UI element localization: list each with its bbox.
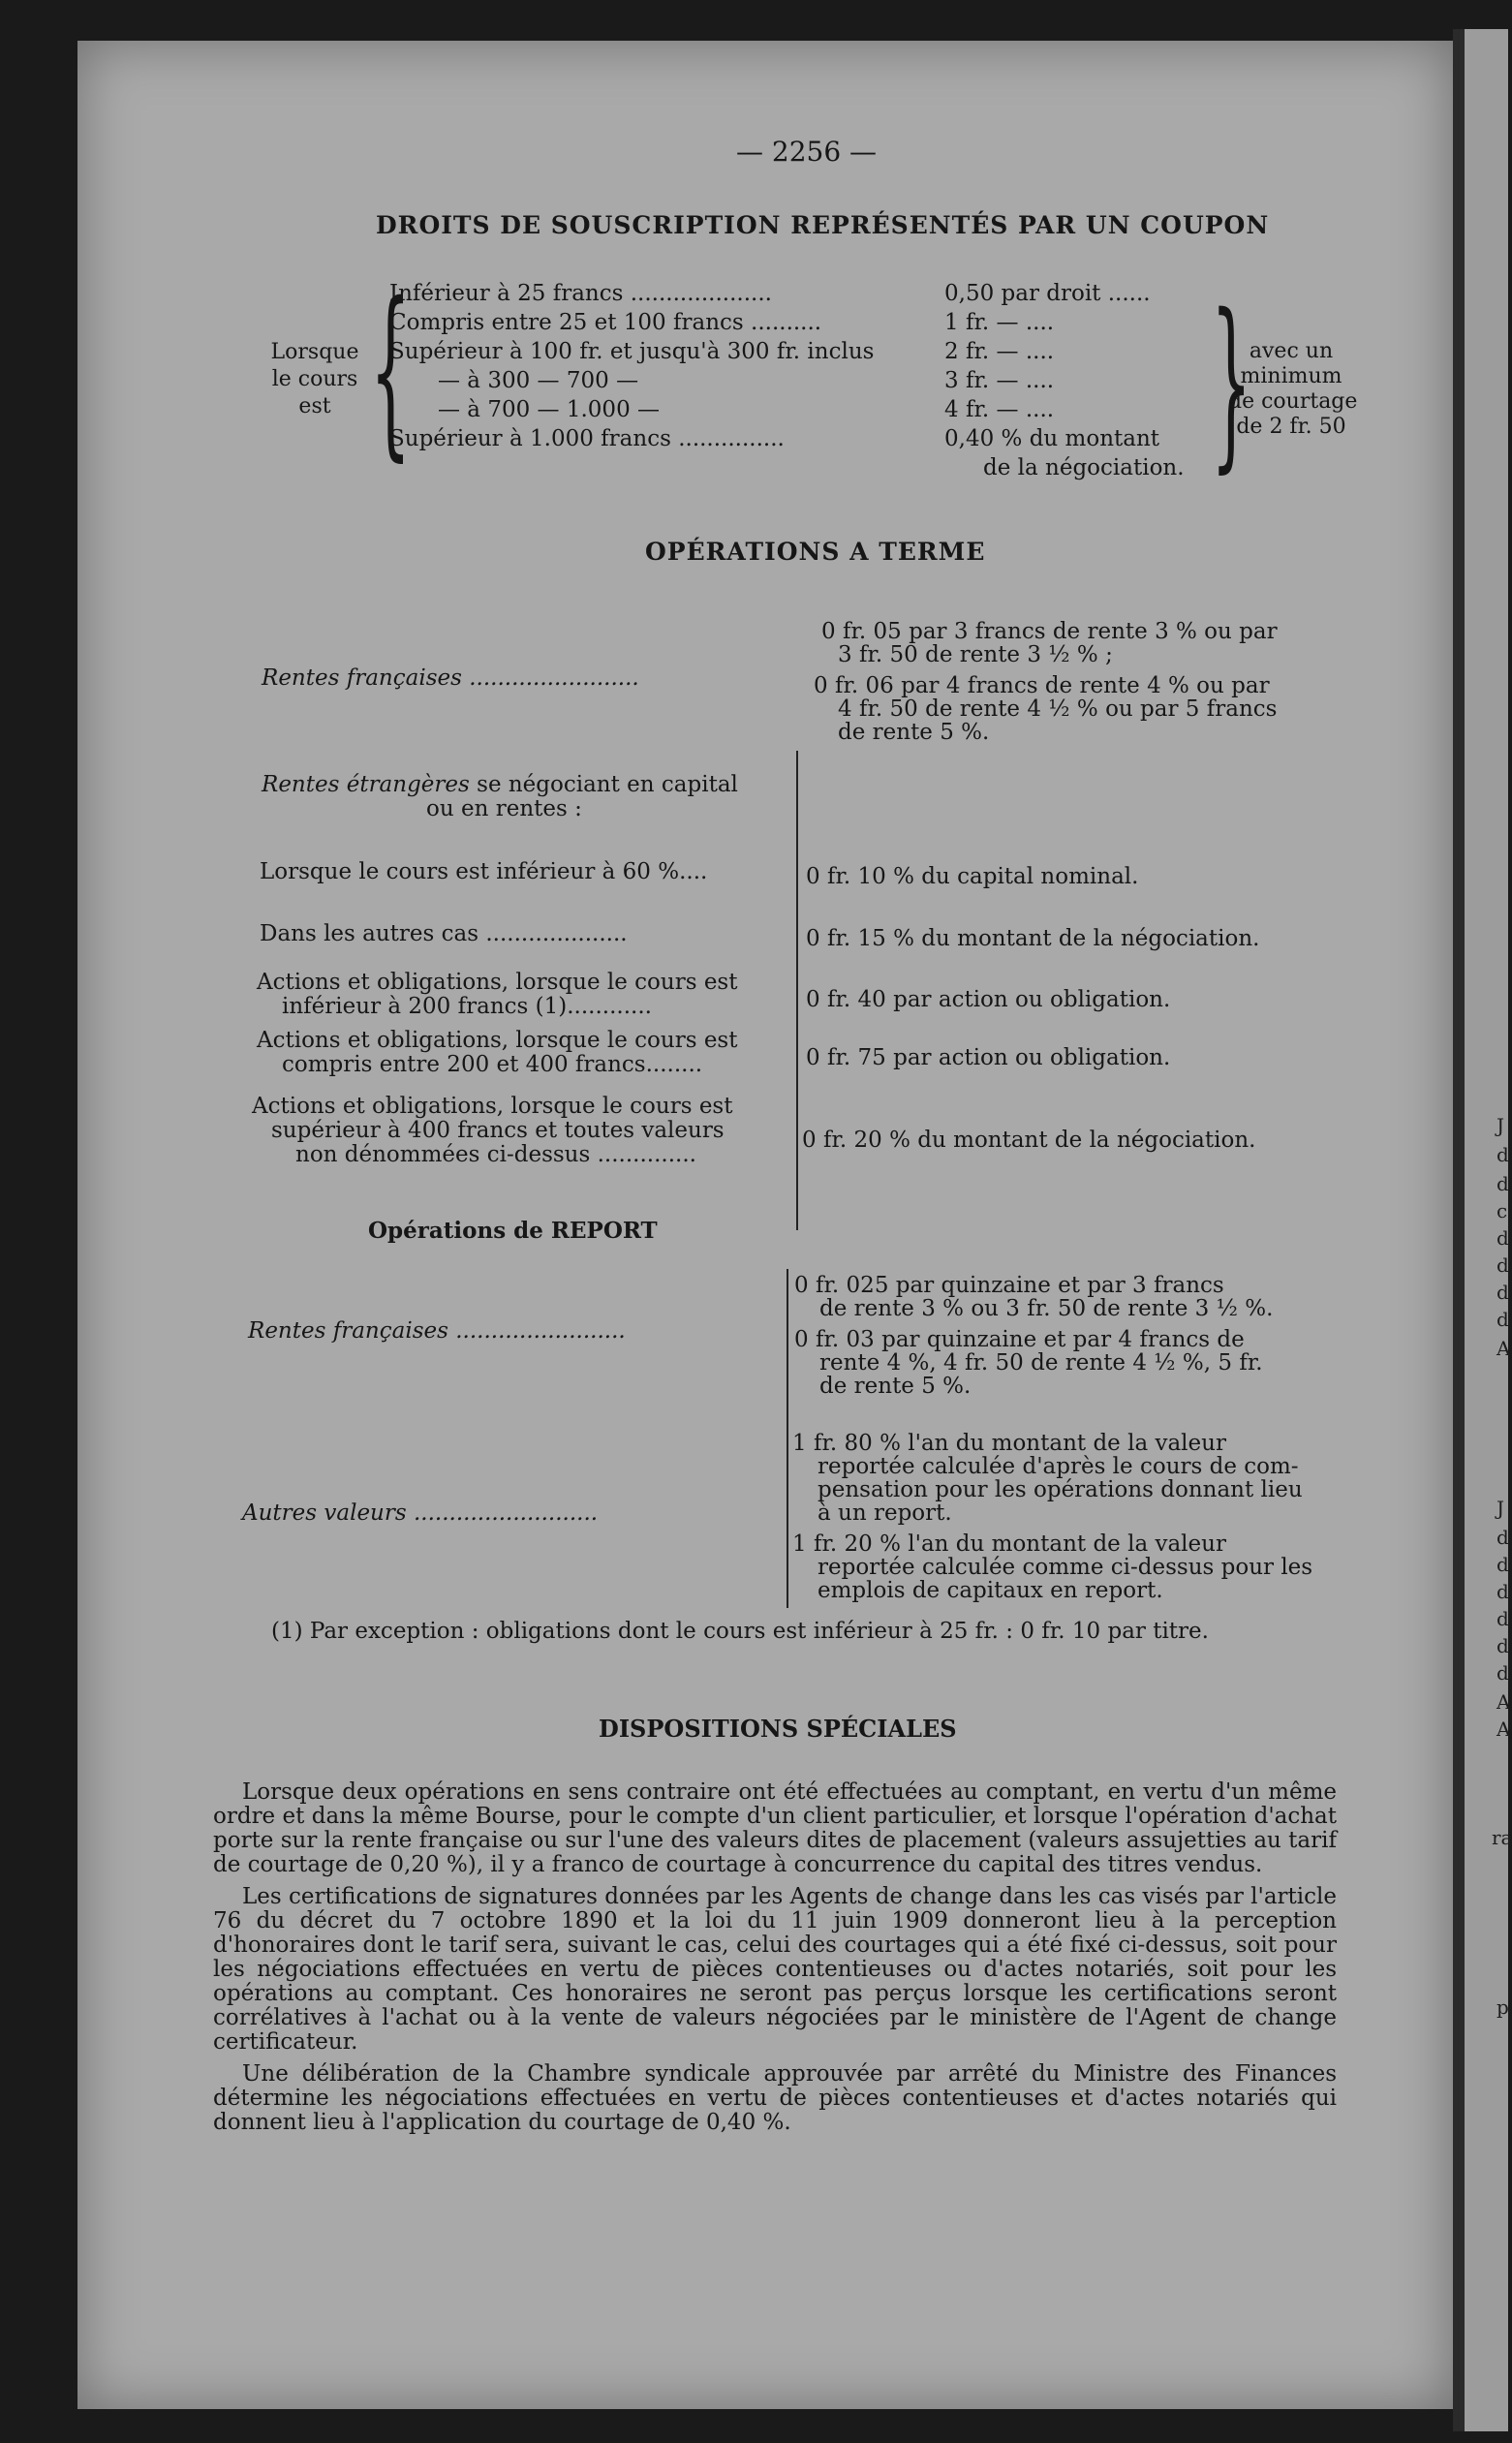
range-row: Supérieur à 100 fr. et jusqu'à 300 fr. inclus [389, 339, 875, 364]
paragraph: Lorsque deux opérations en sens contraire ont été effectuées au comptant, en vertu d'un même ordre et dans la même Bourse, pour le compte d'un client particulier, et lorsque l'opération d'achat porte sur la rente française ou sur l'une des valeurs dites de placement (valeurs assujetties au tarif de courtage de 0,20 %), il y a franco de courtage à concurrence du capital des titres vendus. [213, 1779, 1337, 1877]
op-row-3-value: 0 fr. 40 par action ou obligation. [806, 987, 1171, 1012]
range-row: — à 700 — 1.000 — [438, 397, 661, 422]
section1-side-label [262, 339, 368, 420]
fee-row: 4 fr. — .... [944, 397, 1055, 422]
label-line: Actions et obligations, lorsque le cours est [252, 1094, 733, 1119]
op-row-4-value: 0 fr. 75 par action ou obligation. [806, 1045, 1171, 1070]
value-line: pensation pour les opérations donnant lieu [818, 1477, 1303, 1502]
value-line: 0 fr. 06 par 4 francs de rente 4 % ou par [814, 673, 1270, 698]
value-line: reportée calculée d'après le cours de com- [818, 1454, 1299, 1479]
edge-letter: d [1497, 1281, 1509, 1304]
value-line: rente 4 %, 4 fr. 50 de rente 4 ½ %, 5 fr. [819, 1350, 1263, 1376]
left-brace: { [370, 263, 412, 478]
value-line: 4 fr. 50 de rente 4 ½ % ou par 5 francs [838, 696, 1278, 722]
edge-letter: d [1497, 1226, 1509, 1250]
range-row: Inférieur à 25 francs .................... [389, 281, 772, 306]
edge-letter: d [1497, 1661, 1509, 1685]
rentes-francaises-label: Rentes françaises ........................ [262, 665, 639, 691]
op-row-3-label [257, 971, 737, 1019]
value-line: à un report. [818, 1500, 952, 1526]
value-line: 0 fr. 05 par 3 francs de rente 3 % ou par [821, 619, 1278, 644]
edge-letter: d [1497, 1143, 1509, 1166]
section2-divider [796, 751, 798, 1230]
rentes-etrangeres-line: ou en rentes : [426, 796, 582, 821]
rentes-francaises-values [814, 620, 1278, 744]
value-line: 0 fr. 03 par quinzaine et par 4 francs de [794, 1327, 1245, 1352]
value-line: emplois de capitaux en report. [818, 1578, 1163, 1603]
edge-letter: J [1497, 1114, 1505, 1137]
value-line: de rente 3 % ou 3 fr. 50 de rente 3 ½ %. [819, 1296, 1274, 1321]
report-rentes-values [794, 1274, 1273, 1398]
fee-row: 2 fr. — .... [944, 339, 1055, 364]
label-line: non dénommées ci-dessus .............. [295, 1142, 696, 1167]
fee-row: 0,50 par droit ...... [944, 281, 1151, 306]
value-line: de rente 5 %. [838, 720, 990, 745]
minimum-line: avec un [1249, 339, 1334, 363]
minimum-line: de courtage [1228, 389, 1358, 414]
edge-letter: d [1497, 1253, 1509, 1277]
side-label-line: est [298, 394, 331, 418]
edge-letter: d [1497, 1172, 1509, 1195]
value-line: de rente 5 %. [819, 1374, 972, 1399]
edge-letter: A [1497, 1337, 1511, 1360]
edge-letter: ra [1492, 1826, 1512, 1849]
edge-letter: c [1497, 1199, 1508, 1222]
edge-letter: d [1497, 1526, 1509, 1549]
value-line: 1 fr. 20 % l'an du montant de la valeur [792, 1531, 1226, 1557]
section3-divider [787, 1269, 788, 1608]
minimum-line: de 2 fr. 50 [1236, 415, 1346, 439]
value-line: 3 fr. 50 de rente 3 ½ % ; [838, 642, 1113, 667]
edge-letter: A [1497, 1717, 1511, 1741]
label-line: compris entre 200 et 400 francs........ [282, 1052, 703, 1077]
label-line: inférieur à 200 francs (1)............ [282, 994, 652, 1019]
op-row-5-label [252, 1095, 732, 1167]
range-row: Compris entre 25 et 100 francs .......... [389, 310, 822, 335]
side-label-line: Lorsque [270, 340, 359, 364]
label-line: Actions et obligations, lorsque le cours est [257, 1028, 738, 1053]
op-row-2-label: Dans les autres cas .................... [260, 921, 628, 946]
section1-fees [944, 279, 1185, 482]
edge-letter: d [1497, 1553, 1509, 1576]
rentes-etrangeres-rest: se négociant en capital [469, 772, 738, 797]
edge-letter: J [1497, 1497, 1505, 1520]
label-line: Actions et obligations, lorsque le cours est [257, 970, 738, 995]
value-line: 1 fr. 80 % l'an du montant de la valeur [792, 1431, 1226, 1456]
fee-row: de la négociation. [983, 455, 1185, 480]
section1-title: DROITS DE SOUSCRIPTION REPRÉSENTÉS PAR UN COUPON [376, 211, 1270, 239]
rentes-etrangeres-label [262, 773, 738, 821]
page-number: — 2256 — [736, 136, 878, 168]
paragraph: Une délibération de la Chambre syndicale approuvée par arrêté du Ministre des Finances détermine les négociations effectuées en vertu de pièces contentieuses et d'actes notariés qui donnent lieu à l'application du courtage de 0,40 %. [213, 2061, 1337, 2135]
op-row-5-value: 0 fr. 20 % du montant de la négociation. [802, 1128, 1256, 1153]
edge-letter: A [1497, 1690, 1511, 1714]
section3-title: Opérations de REPORT [368, 1218, 658, 1244]
report-autres-label: Autres valeurs .......................... [242, 1500, 599, 1526]
rentes-etrangeres-italic: Rentes étrangères [262, 772, 470, 797]
edge-letter: d [1497, 1580, 1509, 1603]
op-row-2-value: 0 fr. 15 % du montant de la négociation. [806, 926, 1260, 951]
edge-letter: p [1497, 1995, 1509, 2019]
fee-row: 3 fr. — .... [944, 368, 1055, 393]
edge-letter: d [1497, 1607, 1509, 1630]
range-row: — à 300 — 700 — [438, 368, 639, 393]
edge-letter: d [1497, 1634, 1509, 1657]
minimum-note [1228, 339, 1358, 440]
edge-letter: d [1497, 1308, 1509, 1331]
paragraph: Les certifications de signatures données par les Agents de change dans les cas visés par l'article 76 du décret du 7 octobre 1890 et la loi du 11 juin 1909 donneront lieu à la perception d'honoraires dont le tarif sera, suivant le cas, celui des courtages qui a été fixé ci-dessus, soit pour les négociations effectuées en vertu de pièces contentieuses ou d'actes notariés, soit pour les opérations au comptant. Ces honoraires ne seront pas perçus lorsque les certifications seront corrélatives à l'achat ou à la vente de valeurs négociées par le ministère de l'Agent de change certificateur. [213, 1884, 1337, 2055]
value-line: 0 fr. 025 par quinzaine et par 3 francs [794, 1273, 1224, 1298]
right-brace: } [1211, 275, 1252, 489]
op-row-1-label: Lorsque le cours est inférieur à 60 %.... [260, 859, 708, 884]
fee-row: 0,40 % du montant [944, 426, 1160, 451]
dispositions-text [213, 1780, 1337, 2143]
rentes-etrangeres-line [262, 773, 738, 797]
range-row: Supérieur à 1.000 francs ............... [389, 426, 785, 451]
section2-title: OPÉRATIONS A TERME [645, 538, 986, 566]
report-rentes-label: Rentes françaises ........................ [248, 1318, 626, 1344]
fee-row: 1 fr. — .... [944, 310, 1055, 335]
op-row-1-value: 0 fr. 10 % du capital nominal. [806, 864, 1139, 889]
value-line: reportée calculée comme ci-dessus pour les [818, 1555, 1313, 1580]
minimum-line: minimum [1240, 364, 1342, 388]
label-line: supérieur à 400 francs et toutes valeurs [271, 1118, 725, 1143]
report-autres-values [792, 1432, 1312, 1602]
op-row-4-label [257, 1029, 737, 1077]
footnote: (1) Par exception : obligations dont le cours est inférieur à 25 fr. : 0 fr. 10 par titre. [271, 1619, 1209, 1644]
section1-ranges [389, 279, 874, 453]
section4-title: DISPOSITIONS SPÉCIALES [599, 1715, 957, 1743]
side-label-line: le cours [271, 367, 358, 391]
